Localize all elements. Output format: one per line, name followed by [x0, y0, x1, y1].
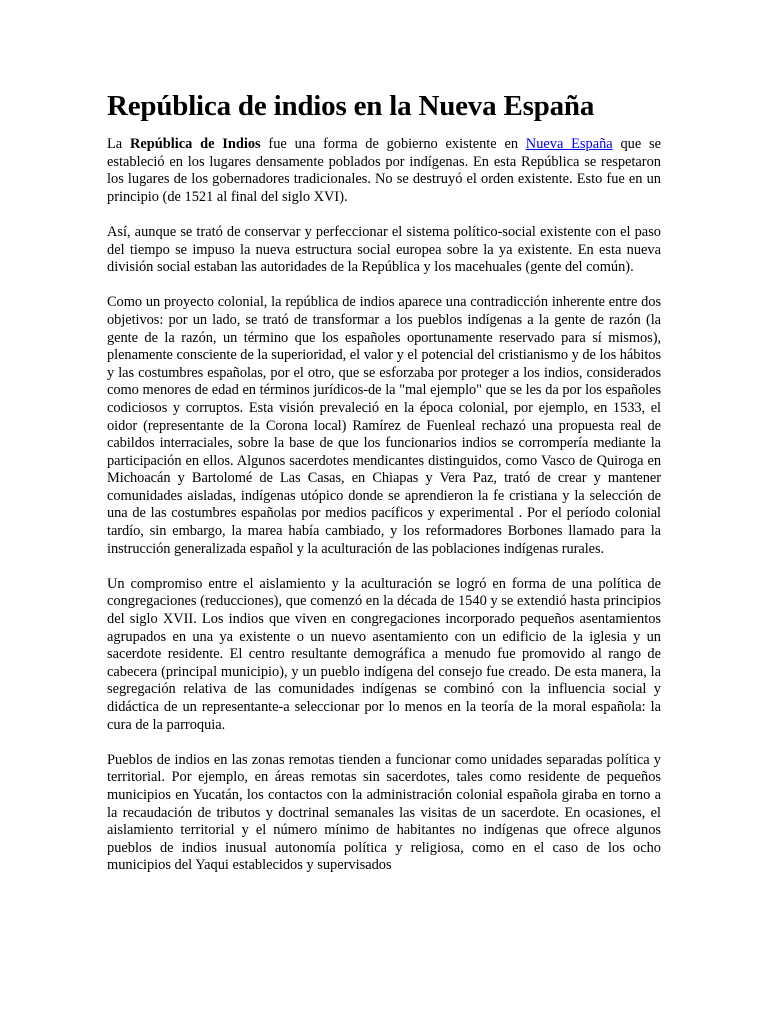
intro-bold-term: República de Indios — [129, 136, 261, 152]
document-page — [107, 88, 661, 893]
paragraph-2: Así, aunque se trató de conservar y perfeccionar el sistema político-social existente con el paso del tiempo se impuso la nueva estructura social europea sobre la ya existente. En esta nueva división social estaban las autoridades de la República y los macehuales (gente del común). — [107, 223, 661, 276]
intro-text-end: que se estableció en los lugares densamente poblados por indígenas. En esta República se respetaron los lugares de los gobernadores tradicionales. No se destruyó el orden existente. Esto fue en un principio (de 1521 al final del siglo XVI). — [107, 136, 661, 205]
paragraph-5: Pueblos de indios en las zonas remotas tienden a funcionar como unidades separadas política y territorial. Por ejemplo, en áreas remotas sin sacerdotes, tales como residente de pequeños municipios en Yucatán, los contactos con la administración colonial española giraba en torno a la recaudación de tributos y doctrinal semanales las visitas de un sacerdote. En ocasiones, el aislamiento territorial y el número mínimo de habitantes no indígenas que ofrece algunos pueblos de indios inusual autonomía política y religiosa, como en el caso de los ocho municipios del Yaqui establecidos y supervisados — [107, 751, 661, 874]
page-title: República de indios en la Nueva España — [107, 90, 595, 122]
paragraph-intro — [107, 136, 661, 206]
intro-text-start: La — [107, 136, 130, 152]
paragraph-3: Como un proyecto colonial, la república de indios aparece una contradicción inherente entre dos objetivos: por un lado, se trató de transformar a los pueblos indígenas a la gente de razón (la gente de la razón, un término que los españoles oportunamente reservado para sí mismos), plenamente consciente de la superioridad, el valor y el potencial del cristianismo y de los hábitos y las costumbres españolas, por el otro, que se esforzaba por proteger a los indios, considerados como menores de edad en términos jurídicos-de la "mal ejemplo" que se les da por los españoles codiciosos y corruptos. Esta visión prevaleció en la época colonial, por ejemplo, en 1533, el oidor (representante de la Corona local) Ramírez de Fuenleal rechazó una propuesta real de cabildos interraciales, sobre la base de que los funcionarios indios se corrompería mediante la participación en ellos. Algunos sacerdotes mendicantes distinguidos, como Vasco de Quiroga en Michoacán y Bartolomé de Las Casas, en Chiapas y Vera Paz, trató de crear y mantener comunidades aisladas, indígenas utópico donde se aprendieron la fe cristiana y la selección de una de las costumbres españolas por medios pacíficos y experimental . Por el período colonial tardío, sin embargo, la marea había cambiado, y los reformadores Borbones llamado para la instrucción generalizada español y la aculturación de las poblaciones indígenas rurales. — [107, 294, 661, 557]
paragraph-4: Un compromiso entre el aislamiento y la aculturación se logró en forma de una política de congregaciones (reducciones), que comenzó en la década de 1540 y se extendió hasta principios del siglo XVII. Los indios que viven en congregaciones incorporado pequeños asentamientos agrupados en una ya existente o un nuevo asentamiento con un edificio de la iglesia y un sacerdote residente. El centro resultante demográfica a menudo fue promovido al rango de cabecera (principal municipio), y un pueblo indígena del consejo fue creado. De esta manera, la segregación relativa de las comunidades indígenas se combinó con la influencia social y didáctica de un representante-a seleccionar por lo menos en la teoría de la moral española: la cura de la parroquia. — [107, 575, 661, 733]
intro-text-middle: fue una forma de gobierno existente en — [260, 136, 526, 152]
nueva-espana-link[interactable]: Nueva España — [525, 136, 613, 152]
